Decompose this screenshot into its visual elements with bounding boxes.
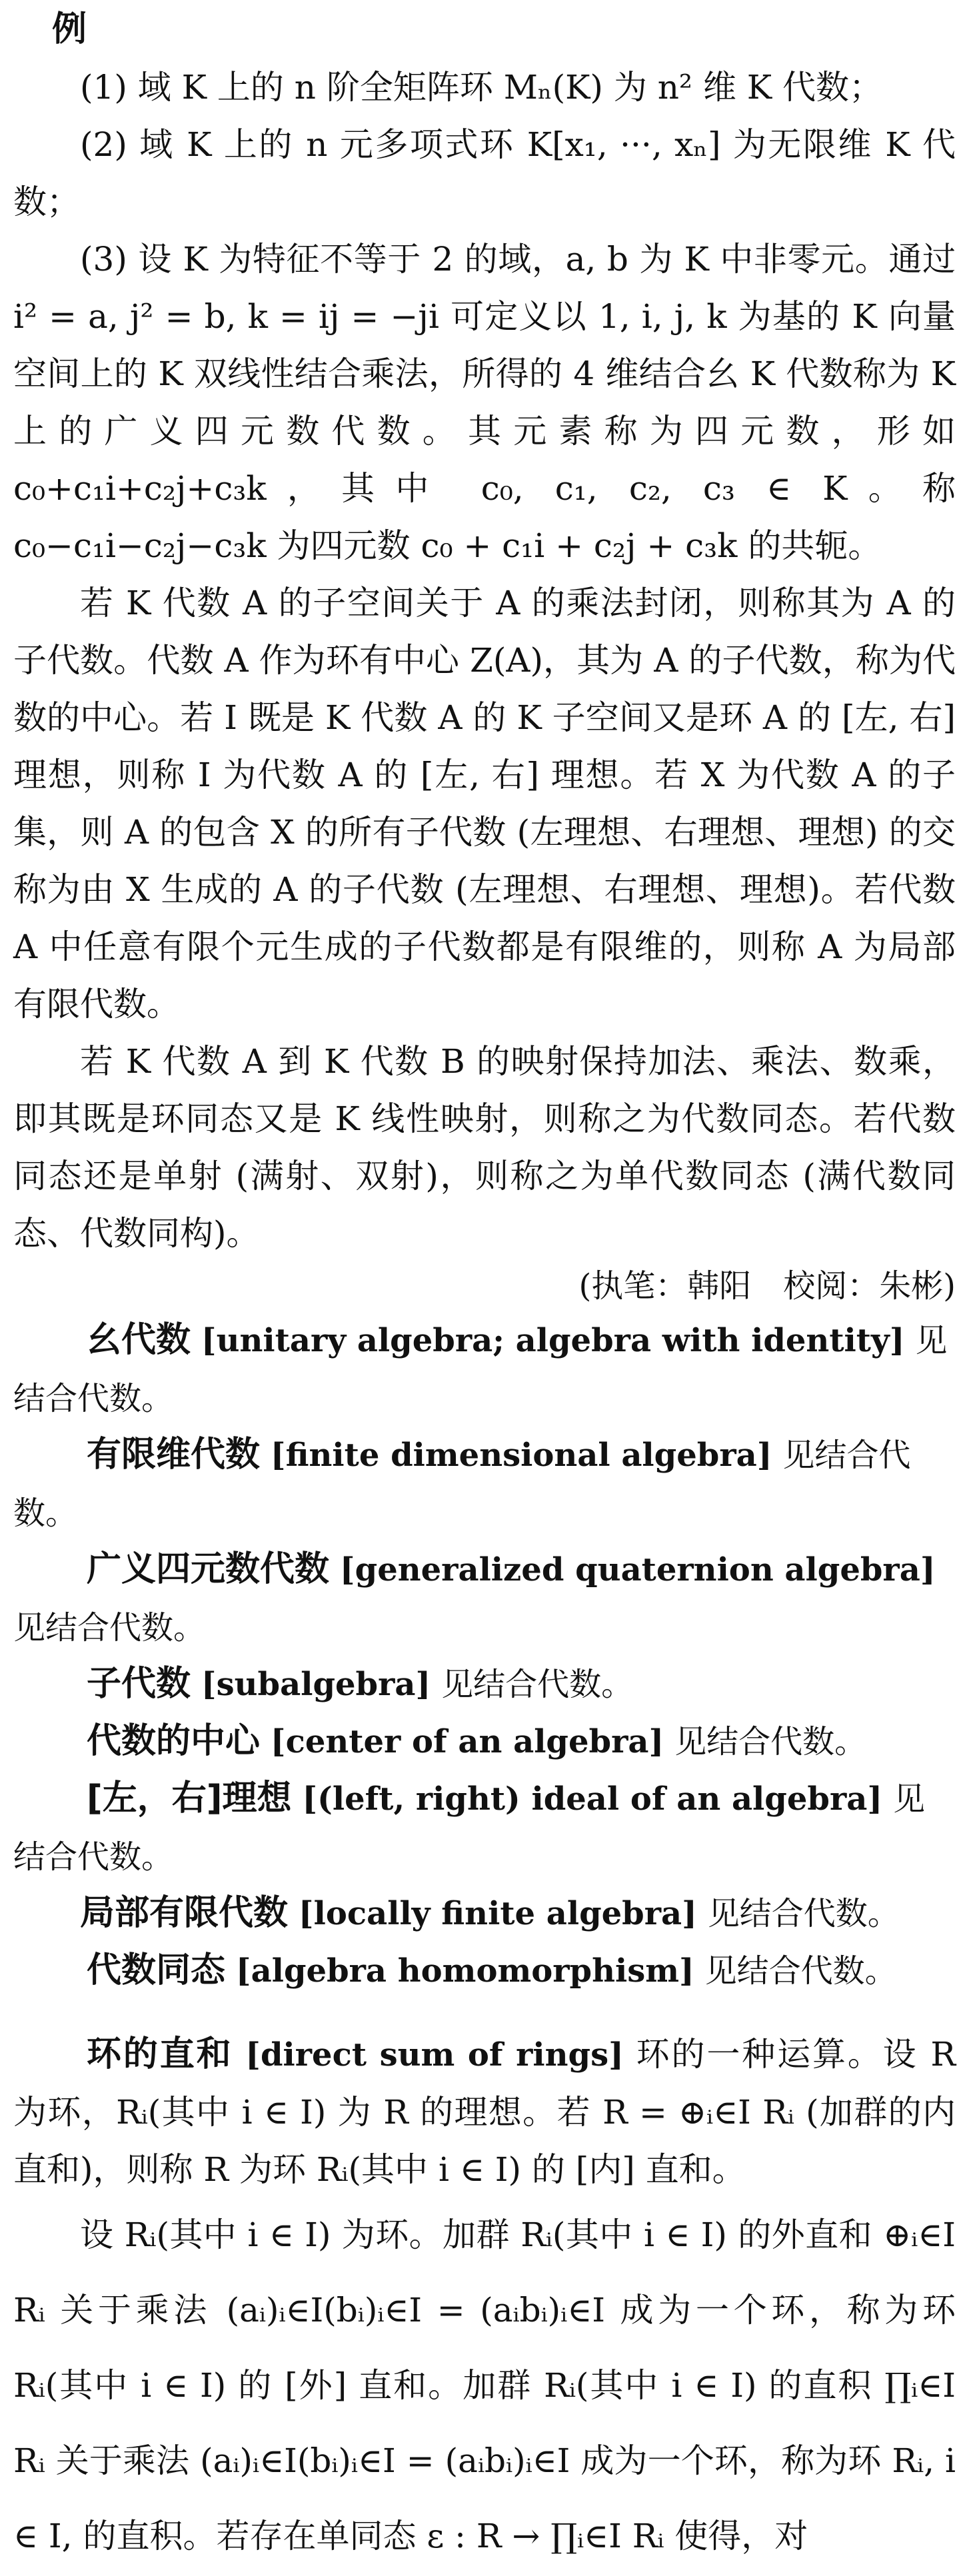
example-item-1: (1) 域 K 上的 n 阶全矩阵环 Mₙ(K) 为 n² 维 K 代数； bbox=[80, 68, 883, 107]
entry-term: [左，右]理想 bbox=[87, 1778, 292, 1818]
entry-see: 见结合代数。 bbox=[707, 1895, 900, 1932]
entry-ideal-of-algebra bbox=[13, 1770, 956, 1884]
entry-finite-dimensional-algebra bbox=[13, 1426, 956, 1541]
entry-term: 代数的中心 bbox=[87, 1721, 261, 1761]
byline: (执笔：韩阳 校阅：朱彬) bbox=[578, 1267, 956, 1305]
entry-english: [locally finite algebra] bbox=[298, 1895, 697, 1932]
entry-term: 有限维代数 bbox=[87, 1435, 261, 1475]
example-item-2: (2) 域 K 上的 n 元多项式环 K[x₁, ···, xₙ] 为无限维 K 代数； bbox=[13, 125, 956, 221]
subalgebra-paragraph: 若 K 代数 A 的子空间关于 A 的乘法封闭，则称其为 A 的子代数。代数 A 作为环有中心 Z(A)，其为 A 的子代数，称为代数的中心。若 I 既是 K 代数 A 的 K 子空间又是环 A 的 [左, 右] 理想，则称 I 为代数 A 的 [左, 右] 理想。若 X 为代数 A 的子集，则 A 的包含 X 的所有子代数 (左理想、右理想、理想) 的交称为由 X 生成的 A 的子代数 (左理想、右理想、理想)。若代数 A 中任意有限个元生成的子代数都是有限维的，则称 A 为局部有限代数。 bbox=[13, 584, 956, 1023]
homomorphism-paragraph: 若 K 代数 A 到 K 代数 B 的映射保持加法、乘法、数乘，即其既是环同态又是 K 线性映射，则称之为代数同态。若代数同态还是单射 (满射、双射)，则称之为单代数同态 (满代数同态、代数同构)。 bbox=[13, 1042, 956, 1253]
entry-see: 见结合代数。 bbox=[13, 1780, 925, 1876]
entry-see: 见结合代数。 bbox=[674, 1723, 867, 1760]
entry-english: [center of an algebra] bbox=[270, 1723, 664, 1760]
entry-english: [generalized quaternion algebra] bbox=[339, 1551, 936, 1589]
entry-term: 幺代数 bbox=[87, 1320, 191, 1360]
entry-unitary-algebra bbox=[13, 1311, 956, 1426]
entry-see: 见结合代数。 bbox=[13, 1437, 911, 1532]
entry-term: 子代数 bbox=[87, 1664, 191, 1704]
example-item-3: (3) 设 K 为特征不等于 2 的域，a, b 为 K 中非零元。通过 i² = a, j² = b, k = ij = −ji 可定义以 1, i, j, k 为基的 K 向量空间上的 K 双线性结合乘法，所得的 4 维结合幺 K 代数称为 K 上的广义四元数代数。其元素称为四元数，形如 c₀+c₁i+c₂j+c₃k，其中 c₀, c₁, c₂, c₃ ∈ K。称 c₀−c₁i−c₂j−c₃k 为四元数 c₀ + c₁i + c₂j + c₃k 的共轭。 bbox=[13, 240, 956, 565]
entry-see: 见结合代数。 bbox=[704, 1952, 897, 1990]
direct-sum-body: 设 Rᵢ(其中 i ∈ I) 为环。加群 Rᵢ(其中 i ∈ I) 的外直和 ⊕ᵢ∈I Rᵢ 关于乘法 (aᵢ)ᵢ∈I(bᵢ)ᵢ∈I = (aᵢbᵢ)ᵢ∈I 成为一个环，称为环 Rᵢ(其中 i ∈ I) 的 [外] 直和。加群 Rᵢ(其中 i ∈ I) 的直积 ∏ᵢ∈I Rᵢ 关于乘法 (aᵢ)ᵢ∈I(bᵢ)ᵢ∈I = (aᵢbᵢ)ᵢ∈I 成为一个环，称为环 Rᵢ, i ∈ I, 的直积。若存在单同态 ε : R → ∏ᵢ∈I Rᵢ 使得，对 bbox=[13, 2216, 956, 2555]
entry-english: [unitary algebra; algebra with identity] bbox=[201, 1322, 905, 1359]
entry-center-of-algebra bbox=[13, 1712, 956, 1770]
entry-term: 环的直和 bbox=[87, 2034, 233, 2074]
entry-english: [finite dimensional algebra] bbox=[270, 1437, 772, 1474]
entry-english: [algebra homomorphism] bbox=[235, 1952, 694, 1990]
example-heading: 例 bbox=[52, 9, 87, 49]
entry-subalgebra bbox=[13, 1655, 956, 1712]
entry-see: 见结合代数。 bbox=[441, 1666, 634, 1703]
entry-definition: 环的一种运算。设 R 为环，Rᵢ(其中 i ∈ I) 为 R 的理想。若 R = ⊕ᵢ∈I Rᵢ (加群的内直和)，则称 R 为环 Rᵢ(其中 i ∈ I) 的 [内] 直和。 bbox=[13, 2035, 956, 2189]
entry-locally-finite-algebra bbox=[13, 1884, 956, 1942]
entry-term: 广义四元数代数 bbox=[87, 1549, 330, 1589]
entry-english: [(left, right) ideal of an algebra] bbox=[302, 1780, 883, 1818]
entry-direct-sum-of-rings bbox=[13, 2026, 956, 2198]
entry-generalized-quaternion-algebra bbox=[13, 1541, 956, 1655]
entry-term: 代数同态 bbox=[87, 1950, 226, 1990]
entry-term: 局部有限代数 bbox=[80, 1893, 289, 1933]
entry-english: [subalgebra] bbox=[201, 1666, 431, 1703]
entry-see: 见结合代数。 bbox=[13, 1322, 948, 1417]
entry-algebra-homomorphism bbox=[13, 1942, 956, 1999]
entry-english: [direct sum of rings] bbox=[245, 2036, 624, 2074]
entry-see: 见结合代数。 bbox=[13, 1609, 206, 1646]
